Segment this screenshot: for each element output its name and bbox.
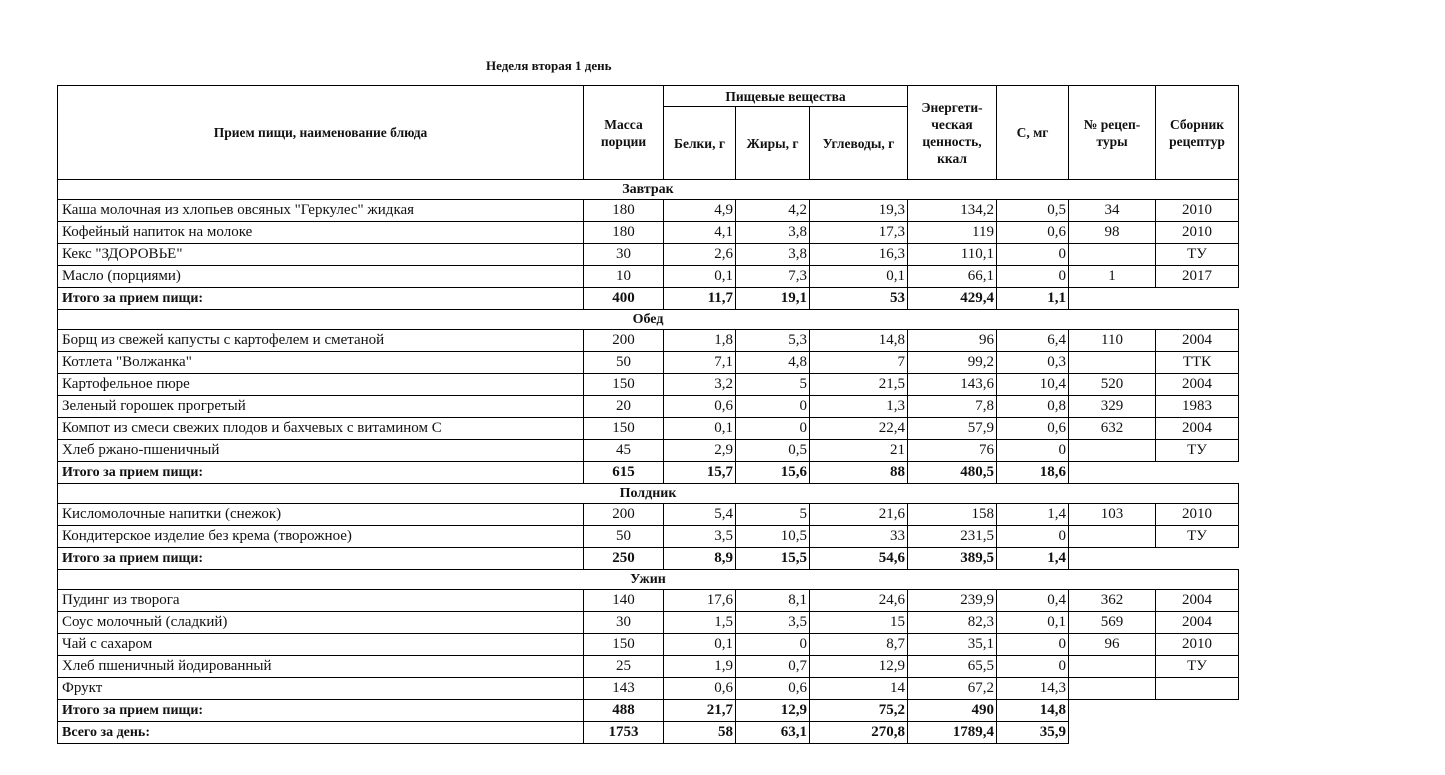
energy-cell: 35,1 [908, 634, 997, 656]
carbs-cell: 21,6 [810, 504, 908, 526]
fat-cell: 4,8 [736, 352, 810, 374]
table-row [58, 418, 1239, 440]
recipe-no-cell: 98 [1069, 222, 1156, 244]
total-carbs: 75,2 [810, 700, 908, 722]
mass-cell: 180 [584, 200, 664, 222]
grand-total-fat: 63,1 [736, 722, 810, 744]
protein-cell: 1,5 [664, 612, 736, 634]
dish-name-cell: Картофельное пюре [58, 374, 584, 396]
table-row [58, 396, 1239, 418]
recipe-no-cell [1069, 656, 1156, 678]
table-row [58, 200, 1239, 222]
energy-cell: 76 [908, 440, 997, 462]
recipe-no-cell: 362 [1069, 590, 1156, 612]
total-label: Итого за прием пищи: [58, 700, 584, 722]
energy-cell: 96 [908, 330, 997, 352]
dish-name-cell: Кофейный напиток на молоке [58, 222, 584, 244]
carbs-cell: 33 [810, 526, 908, 548]
collection-cell: 2004 [1156, 612, 1239, 634]
mass-cell: 45 [584, 440, 664, 462]
recipe-no-cell: 34 [1069, 200, 1156, 222]
mass-cell: 30 [584, 612, 664, 634]
total-carbs: 88 [810, 462, 908, 484]
recipe-no-cell [1069, 526, 1156, 548]
table-row [58, 526, 1239, 548]
fat-cell: 7,3 [736, 266, 810, 288]
total-label: Итого за прием пищи: [58, 288, 584, 310]
energy-cell: 239,9 [908, 590, 997, 612]
protein-cell: 2,9 [664, 440, 736, 462]
section-title: Полдник [58, 484, 1239, 504]
recipe-no-cell: 110 [1069, 330, 1156, 352]
menu-table [57, 85, 1239, 744]
header-row [58, 86, 1239, 107]
collection-cell: ТУ [1156, 440, 1239, 462]
dish-name-cell: Хлеб пшеничный йодированный [58, 656, 584, 678]
dish-name-cell: Кондитерское изделие без крема (творожное) [58, 526, 584, 548]
table-row [58, 222, 1239, 244]
table-row [58, 352, 1239, 374]
dish-name-cell: Фрукт [58, 678, 584, 700]
section-row [58, 484, 1239, 504]
fat-cell: 10,5 [736, 526, 810, 548]
collection-cell: ТТК [1156, 352, 1239, 374]
energy-cell: 82,3 [908, 612, 997, 634]
protein-cell: 0,6 [664, 396, 736, 418]
header-nutrients: Пищевые вещества [664, 86, 908, 107]
header-fat: Жиры, г [736, 107, 810, 180]
total-label: Итого за прием пищи: [58, 548, 584, 570]
collection-cell: ТУ [1156, 656, 1239, 678]
fat-cell: 3,8 [736, 244, 810, 266]
header-protein: Белки, г [664, 107, 736, 180]
fat-cell: 5,3 [736, 330, 810, 352]
protein-cell: 2,6 [664, 244, 736, 266]
mass-cell: 143 [584, 678, 664, 700]
section-row [58, 310, 1239, 330]
carbs-cell: 12,9 [810, 656, 908, 678]
vitc-cell: 1,4 [997, 504, 1069, 526]
recipe-no-cell [1069, 678, 1156, 700]
total-fat: 15,5 [736, 548, 810, 570]
total-mass: 250 [584, 548, 664, 570]
header-energy: Энергети-ческая ценность, ккал [908, 86, 997, 180]
dish-name-cell: Каша молочная из хлопьев овсяных "Геркулес" жидкая [58, 200, 584, 222]
vitc-cell: 6,4 [997, 330, 1069, 352]
energy-cell: 231,5 [908, 526, 997, 548]
vitc-cell: 0,5 [997, 200, 1069, 222]
total-vitc: 14,8 [997, 700, 1069, 722]
vitc-cell: 0 [997, 266, 1069, 288]
protein-cell: 0,1 [664, 418, 736, 440]
collection-cell: 2010 [1156, 222, 1239, 244]
dish-name-cell: Пудинг из творога [58, 590, 584, 612]
table-row [58, 244, 1239, 266]
dish-name-cell: Хлеб ржано-пшеничный [58, 440, 584, 462]
carbs-cell: 1,3 [810, 396, 908, 418]
energy-cell: 143,6 [908, 374, 997, 396]
total-carbs: 54,6 [810, 548, 908, 570]
vitc-cell: 0,6 [997, 222, 1069, 244]
section-title: Обед [58, 310, 1239, 330]
mass-cell: 30 [584, 244, 664, 266]
total-label: Итого за прием пищи: [58, 462, 584, 484]
fat-cell: 0 [736, 396, 810, 418]
collection-cell: 2004 [1156, 374, 1239, 396]
header-mass: Масса порции [584, 86, 664, 180]
vitc-cell: 0 [997, 440, 1069, 462]
total-energy: 480,5 [908, 462, 997, 484]
total-energy: 490 [908, 700, 997, 722]
mass-cell: 25 [584, 656, 664, 678]
mass-cell: 50 [584, 526, 664, 548]
mass-cell: 200 [584, 330, 664, 352]
total-mass: 488 [584, 700, 664, 722]
dish-name-cell: Масло (порциями) [58, 266, 584, 288]
collection-cell: 2004 [1156, 590, 1239, 612]
table-row [58, 656, 1239, 678]
collection-cell: 2017 [1156, 266, 1239, 288]
collection-cell: 2004 [1156, 418, 1239, 440]
header-carbs: Углеводы, г [810, 107, 908, 180]
protein-cell: 4,1 [664, 222, 736, 244]
vitc-cell: 10,4 [997, 374, 1069, 396]
empty-cell [1069, 700, 1239, 722]
mass-cell: 140 [584, 590, 664, 612]
grand-total-carbs: 270,8 [810, 722, 908, 744]
section-row [58, 570, 1239, 590]
collection-cell [1156, 678, 1239, 700]
empty-cell [1069, 462, 1239, 484]
total-protein: 11,7 [664, 288, 736, 310]
protein-cell: 17,6 [664, 590, 736, 612]
grand-total-energy: 1789,4 [908, 722, 997, 744]
total-row [58, 700, 1239, 722]
energy-cell: 65,5 [908, 656, 997, 678]
total-protein: 21,7 [664, 700, 736, 722]
table-row [58, 374, 1239, 396]
header-recipe-no: № рецеп-туры [1069, 86, 1156, 180]
table-row [58, 330, 1239, 352]
grand-total-protein: 58 [664, 722, 736, 744]
header-collection: Сборник рецептур [1156, 86, 1239, 180]
total-vitc: 1,1 [997, 288, 1069, 310]
carbs-cell: 21,5 [810, 374, 908, 396]
recipe-no-cell: 103 [1069, 504, 1156, 526]
total-mass: 400 [584, 288, 664, 310]
header-vitc: С, мг [997, 86, 1069, 180]
carbs-cell: 7 [810, 352, 908, 374]
total-vitc: 18,6 [997, 462, 1069, 484]
mass-cell: 150 [584, 634, 664, 656]
fat-cell: 0,5 [736, 440, 810, 462]
table-row [58, 266, 1239, 288]
recipe-no-cell [1069, 440, 1156, 462]
fat-cell: 8,1 [736, 590, 810, 612]
table-row [58, 440, 1239, 462]
total-carbs: 53 [810, 288, 908, 310]
total-fat: 15,6 [736, 462, 810, 484]
protein-cell: 4,9 [664, 200, 736, 222]
total-fat: 19,1 [736, 288, 810, 310]
mass-cell: 180 [584, 222, 664, 244]
grand-total-mass: 1753 [584, 722, 664, 744]
section-row [58, 180, 1239, 200]
table-row [58, 590, 1239, 612]
mass-cell: 50 [584, 352, 664, 374]
dish-name-cell: Чай с сахаром [58, 634, 584, 656]
section-title: Ужин [58, 570, 1239, 590]
dish-name-cell: Кекс "ЗДОРОВЬЕ" [58, 244, 584, 266]
total-fat: 12,9 [736, 700, 810, 722]
collection-cell: ТУ [1156, 244, 1239, 266]
grand-total-label: Всего за день: [58, 722, 584, 744]
protein-cell: 3,5 [664, 526, 736, 548]
vitc-cell: 0,3 [997, 352, 1069, 374]
total-row [58, 548, 1239, 570]
carbs-cell: 24,6 [810, 590, 908, 612]
table-row [58, 612, 1239, 634]
total-protein: 15,7 [664, 462, 736, 484]
vitc-cell: 0 [997, 526, 1069, 548]
energy-cell: 57,9 [908, 418, 997, 440]
grand-total-vitc: 35,9 [997, 722, 1069, 744]
empty-cell [1069, 722, 1239, 744]
total-protein: 8,9 [664, 548, 736, 570]
carbs-cell: 14 [810, 678, 908, 700]
energy-cell: 119 [908, 222, 997, 244]
mass-cell: 150 [584, 374, 664, 396]
protein-cell: 1,8 [664, 330, 736, 352]
fat-cell: 0,6 [736, 678, 810, 700]
vitc-cell: 14,3 [997, 678, 1069, 700]
recipe-no-cell: 1 [1069, 266, 1156, 288]
recipe-no-cell: 569 [1069, 612, 1156, 634]
total-mass: 615 [584, 462, 664, 484]
collection-cell: 2004 [1156, 330, 1239, 352]
collection-cell: 1983 [1156, 396, 1239, 418]
vitc-cell: 0 [997, 656, 1069, 678]
recipe-no-cell: 632 [1069, 418, 1156, 440]
vitc-cell: 0,8 [997, 396, 1069, 418]
fat-cell: 0,7 [736, 656, 810, 678]
vitc-cell: 0 [997, 634, 1069, 656]
energy-cell: 134,2 [908, 200, 997, 222]
dish-name-cell: Котлета "Волжанка" [58, 352, 584, 374]
total-energy: 389,5 [908, 548, 997, 570]
grand-total-row [58, 722, 1239, 744]
dish-name-cell: Компот из смеси свежих плодов и бахчевых с витамином С [58, 418, 584, 440]
recipe-no-cell [1069, 352, 1156, 374]
collection-cell: ТУ [1156, 526, 1239, 548]
fat-cell: 3,5 [736, 612, 810, 634]
recipe-no-cell: 520 [1069, 374, 1156, 396]
collection-cell: 2010 [1156, 200, 1239, 222]
table-row [58, 634, 1239, 656]
energy-cell: 67,2 [908, 678, 997, 700]
table-row [58, 504, 1239, 526]
empty-cell [1069, 548, 1239, 570]
carbs-cell: 22,4 [810, 418, 908, 440]
protein-cell: 3,2 [664, 374, 736, 396]
mass-cell: 200 [584, 504, 664, 526]
protein-cell: 7,1 [664, 352, 736, 374]
recipe-no-cell: 96 [1069, 634, 1156, 656]
energy-cell: 7,8 [908, 396, 997, 418]
vitc-cell: 0,1 [997, 612, 1069, 634]
fat-cell: 3,8 [736, 222, 810, 244]
fat-cell: 5 [736, 374, 810, 396]
dish-name-cell: Соус молочный (сладкий) [58, 612, 584, 634]
protein-cell: 0,1 [664, 634, 736, 656]
fat-cell: 5 [736, 504, 810, 526]
carbs-cell: 14,8 [810, 330, 908, 352]
carbs-cell: 8,7 [810, 634, 908, 656]
protein-cell: 1,9 [664, 656, 736, 678]
carbs-cell: 21 [810, 440, 908, 462]
protein-cell: 0,6 [664, 678, 736, 700]
mass-cell: 20 [584, 396, 664, 418]
carbs-cell: 15 [810, 612, 908, 634]
empty-cell [1069, 288, 1239, 310]
header-dish: Прием пищи, наименование блюда [58, 86, 584, 180]
recipe-no-cell [1069, 244, 1156, 266]
carbs-cell: 19,3 [810, 200, 908, 222]
carbs-cell: 0,1 [810, 266, 908, 288]
total-row [58, 288, 1239, 310]
dish-name-cell: Кисломолочные напитки (снежок) [58, 504, 584, 526]
mass-cell: 10 [584, 266, 664, 288]
page-title: Неделя вторая 1 день [486, 58, 612, 73]
energy-cell: 158 [908, 504, 997, 526]
collection-cell: 2010 [1156, 504, 1239, 526]
fat-cell: 4,2 [736, 200, 810, 222]
table-row [58, 678, 1239, 700]
collection-cell: 2010 [1156, 634, 1239, 656]
energy-cell: 110,1 [908, 244, 997, 266]
total-vitc: 1,4 [997, 548, 1069, 570]
energy-cell: 99,2 [908, 352, 997, 374]
dish-name-cell: Борщ из свежей капусты с картофелем и сметаной [58, 330, 584, 352]
carbs-cell: 16,3 [810, 244, 908, 266]
vitc-cell: 0 [997, 244, 1069, 266]
total-energy: 429,4 [908, 288, 997, 310]
energy-cell: 66,1 [908, 266, 997, 288]
carbs-cell: 17,3 [810, 222, 908, 244]
protein-cell: 5,4 [664, 504, 736, 526]
mass-cell: 150 [584, 418, 664, 440]
total-row [58, 462, 1239, 484]
fat-cell: 0 [736, 634, 810, 656]
recipe-no-cell: 329 [1069, 396, 1156, 418]
section-title: Завтрак [58, 180, 1239, 200]
fat-cell: 0 [736, 418, 810, 440]
vitc-cell: 0,6 [997, 418, 1069, 440]
vitc-cell: 0,4 [997, 590, 1069, 612]
dish-name-cell: Зеленый горошек прогретый [58, 396, 584, 418]
protein-cell: 0,1 [664, 266, 736, 288]
